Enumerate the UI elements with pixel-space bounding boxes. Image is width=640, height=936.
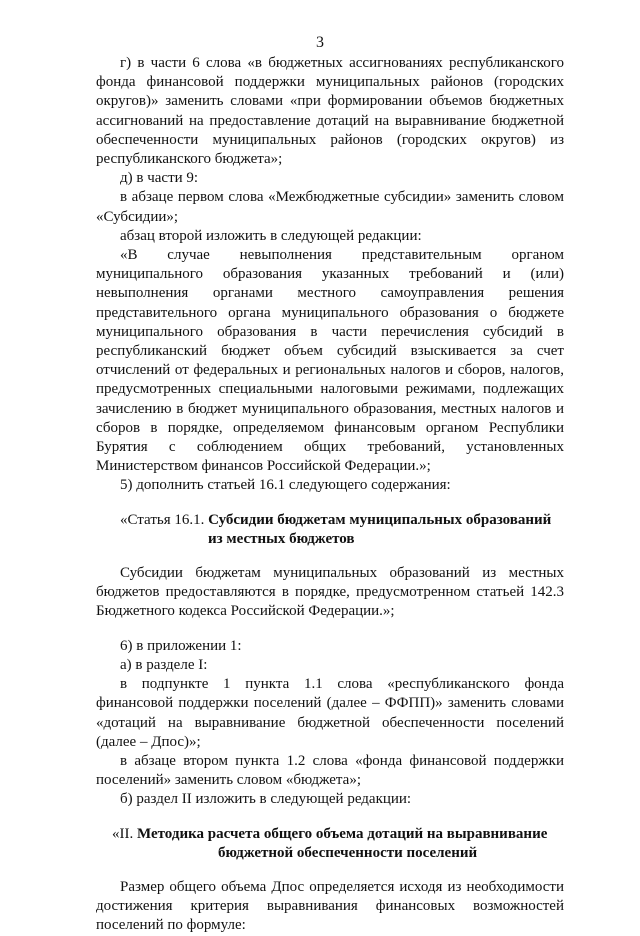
- article-heading-prefix: «Статья 16.1.: [120, 511, 205, 528]
- article-heading: [120, 511, 564, 549]
- paragraph: г) в части 6 слова «в бюджетных ассигнованиях республиканского фонда финансовой поддержки муниципальных районов (городских округов)» заменить словами «при формировании объемов бюджетных ассигнований на предоставление дотаций на выравнивание бюджетной обеспеченности муниципальных районов (городских округов) из республиканского бюджета»;: [96, 55, 564, 168]
- paragraph: в абзаце первом слова «Межбюджетные субсидии» заменить словом «Субсидии»;: [96, 189, 564, 225]
- section-heading: [112, 825, 564, 863]
- paragraph: б) раздел II изложить в следующей редакции:: [120, 791, 412, 808]
- section-heading-prefix: «II.: [112, 825, 134, 842]
- section-heading-title: Методика расчета общего объема дотаций на выравнивание: [137, 825, 548, 842]
- paragraph: Субсидии бюджетам муниципальных образований из местных бюджетов предоставляются в порядке, предусмотренном статьей 142.3 Бюджетного кодекса Российской Федерации.»;: [96, 565, 564, 620]
- paragraph: абзац второй изложить в следующей редакции:: [120, 227, 422, 244]
- paragraph: а) в разделе I:: [120, 656, 208, 673]
- section-heading-title-line2: бюджетной обеспеченности поселений: [218, 844, 478, 861]
- document-body: [96, 54, 564, 936]
- page-number: 3: [316, 34, 324, 51]
- paragraph: в абзаце втором пункта 1.2 слова «фонда финансовой поддержки поселений» заменить словом «бюджета»;: [96, 752, 564, 789]
- paragraph: Размер общего объема Дпос определяется исходя из необходимости достижения критерия выравнивания финансовых возможностей поселений по формуле:: [96, 878, 564, 934]
- paragraph: «В случае невыполнения представительным органом муниципального образования указанных требований и (или) невыполнения органами местного самоуправления решения представительного органа муниципального образования о бюджете муниципального образования в части перечисления субсидий в республиканский бюджет объем субсидий взыскивается за счет отчислений от федеральных и региональных налогов и сборов, налогов, предусмотренных специальными налоговыми режимами, подлежащих зачислению в бюджет муниципального образования, местных налогов и сборов в порядке, определяемом финансовым органом Республики Бурятия с соблюдением общих требований, установленных Министерством финансов Российской Федерации.»;: [96, 247, 564, 475]
- paragraph: д) в части 9:: [120, 170, 199, 187]
- article-heading-title: Субсидии бюджетам муниципальных образований: [208, 511, 552, 528]
- paragraph: в подпункте 1 пункта 1.1 слова «республиканского фонда финансовой поддержки поселений (далее – ФФПП)» заменить словами «дотаций на выравнивание бюджетной обеспеченности поселений (далее – Дпос)»;: [96, 676, 564, 750]
- article-heading-title-line2: из местных бюджетов: [208, 530, 355, 547]
- paragraph: 6) в приложении 1:: [120, 637, 242, 654]
- paragraph: 5) дополнить статьей 16.1 следующего содержания:: [120, 477, 451, 494]
